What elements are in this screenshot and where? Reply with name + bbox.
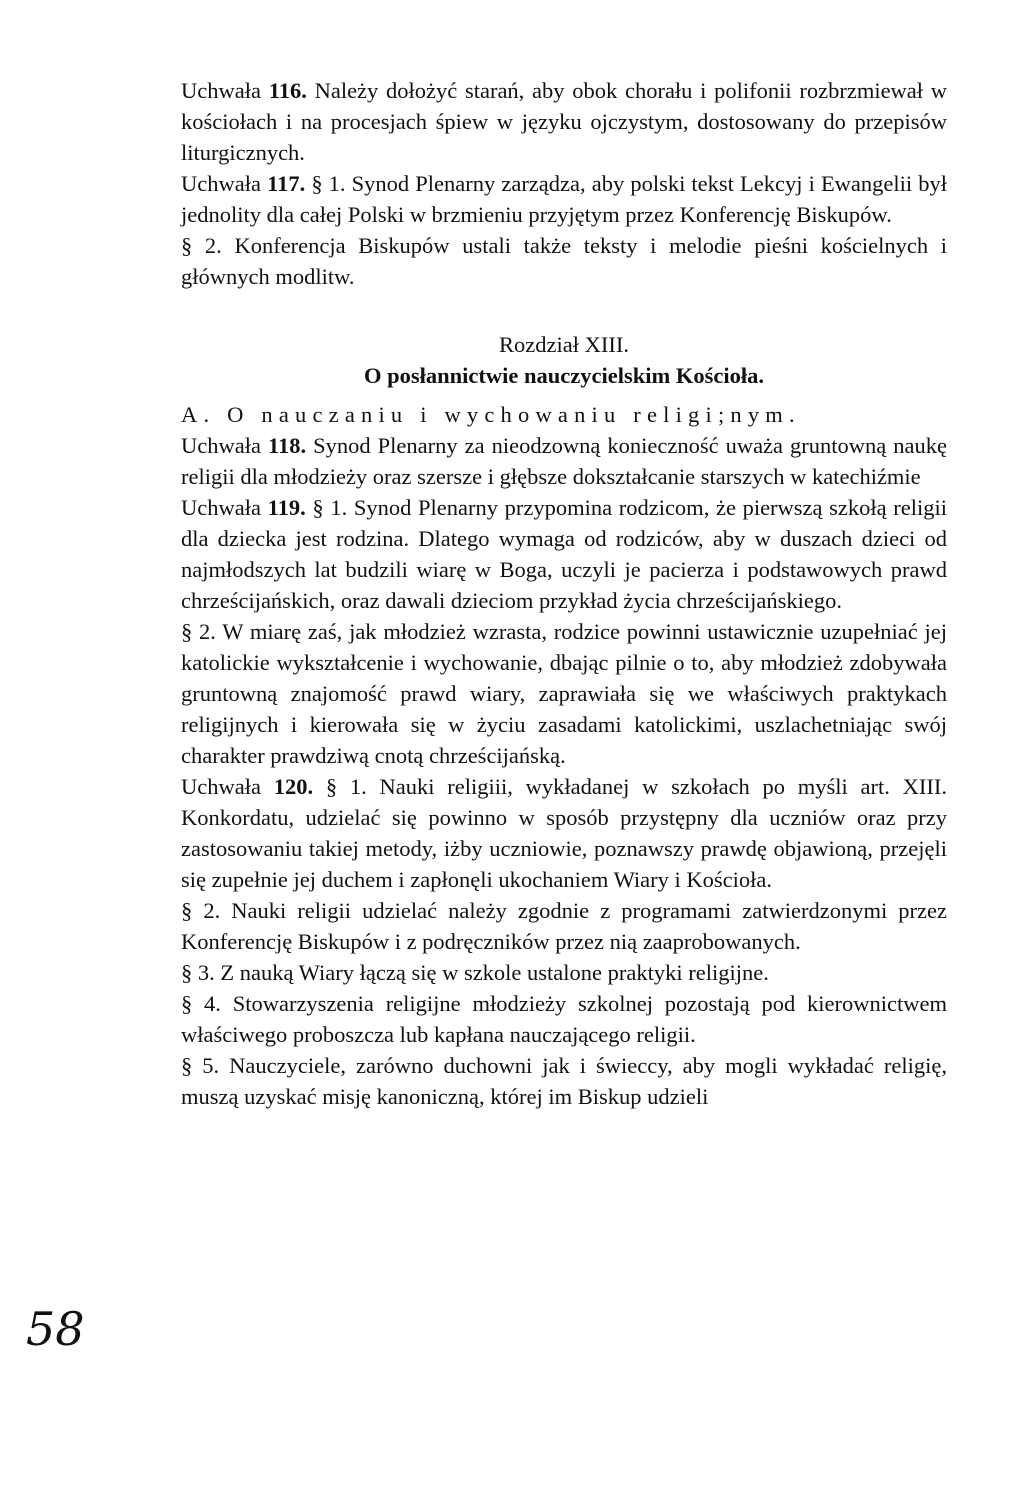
resolution-paragraph: § 3. Z nauką Wiary łączą się w szkole ustalone praktyki religijne. [181, 960, 769, 985]
resolution-number: 119. [267, 495, 306, 520]
resolution-label: Uchwała [181, 433, 261, 458]
section-heading: A. O nauczaniu i wychowaniu religi;nym. [181, 402, 801, 427]
resolution-paragraph: § 2. W miarę zaś, jak młodzież wzrasta, rodzice powinni ustawicznie uzupełniać jej katolickie wykształcenie i wychowanie, dbając pilnie o to, aby młodzież zdobywała gruntowną znajomość prawd wiary, zaprawiała się we właściwych praktykach religijnych i kierowała się w życiu zasadami katolickimi, uszlachetniając swój charakter prawdziwą cnotą chrześcijańską. [181, 619, 947, 768]
resolution-paragraph: § 1. Synod Plenarny zarządza, aby polski tekst Lekcyj i Ewangelii był jednolity dla całej Polski w brzmieniu przyjętym przez Konferencję Biskupów. [181, 171, 948, 227]
resolution-paragraph: § 5. Nauczyciele, zarówno duchowni jak i świeccy, aby mogli wykładać religię, muszą uzyskać misję kanoniczną, której im Biskup udzieli [181, 1053, 947, 1109]
resolution-paragraph: § 1. Synod Plenarny przypomina rodzicom, że pierwszą szkołą religii dla dziecka jest rodzina. Dlatego wymaga od rodziców, aby w duszach dzieci od najmłodszych lat budzili wiarę w Boga, uczyli je pacierza i podstawowych prawd chrześcijańskich, oraz dawali dzieciom przykład życia chrześcijańskiego. [181, 495, 948, 613]
resolution-120-paragraph-5 [181, 1050, 947, 1112]
page-number: 58 [26, 1302, 85, 1356]
chapter-subtitle: O posłannictwie nauczycielskim Kościoła. [363, 363, 764, 388]
resolution-paragraph: § 2. Konferencja Biskupów ustali także teksty i melodie pieśni kościelnych i głównych modlitw. [181, 233, 947, 289]
resolution-text: Synod Plenarny za nieodzowną konieczność uważa gruntowną naukę religii dla młodzieży oraz szersze i głębsze dokształcanie starszych w katechiźmie [181, 433, 948, 489]
page-body [181, 75, 947, 1112]
resolution-text: Należy dołożyć starań, aby obok chorału i polifonii rozbrzmiewał w kościołach i na procesjach śpiew w języku ojczystym, dostosowany do przepisów liturgicznych. [181, 78, 948, 165]
resolution-number: 116. [268, 78, 307, 103]
resolution-116 [181, 75, 947, 168]
resolution-120-paragraph-4 [181, 988, 947, 1050]
resolution-paragraph: § 4. Stowarzyszenia religijne młodzieży szkolnej pozostają pod kierownictwem właściwego proboszcza lub kapłana nauczającego religii. [181, 991, 947, 1047]
chapter-title: Rozdział XIII. [499, 332, 629, 357]
resolution-118 [181, 430, 947, 492]
resolution-label: Uchwała [181, 171, 261, 196]
resolution-120-paragraph-2 [181, 895, 947, 957]
resolution-paragraph: § 1. Nauki religiii, wykładanej w szkołach po myśli art. XIII. Konkordatu, udzielać się powinno w sposób przystępny dla uczniów oraz przy zastosowaniu takiej metody, iżby uczniowie, poznawszy prawdę objawioną, przejęli się zupełnie jej duchem i zapłonęli ukochaniem Wiary i Kościoła. [181, 774, 948, 892]
resolution-120-paragraph-3 [181, 957, 947, 988]
resolution-117-paragraph-2 [181, 230, 947, 292]
resolution-label: Uchwała [181, 78, 261, 103]
resolution-number: 120. [273, 774, 314, 799]
resolution-label: Uchwała [181, 495, 261, 520]
resolution-number: 117. [267, 171, 306, 196]
resolution-119-paragraph-2 [181, 616, 947, 771]
resolution-number: 118. [267, 433, 307, 458]
resolution-label: Uchwała [181, 774, 261, 799]
resolution-paragraph: § 2. Nauki religii udzielać należy zgodnie z programami zatwierdzonymi przez Konferencję Biskupów i z podręczników przez nią zaaprobowanych. [181, 898, 947, 954]
resolution-120 [181, 771, 947, 895]
resolution-117 [181, 168, 947, 230]
resolution-119 [181, 492, 947, 616]
